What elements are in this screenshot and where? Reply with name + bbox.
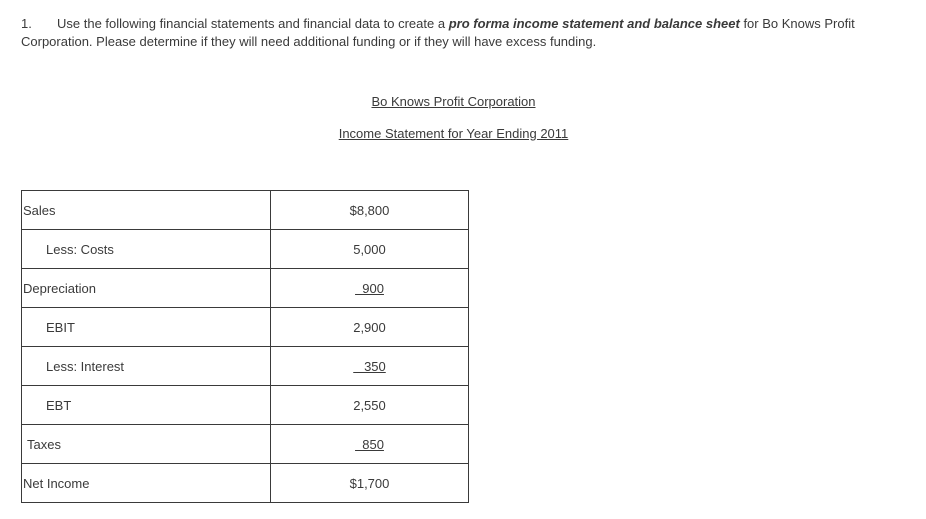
row-label-net-income: Net Income [22, 464, 271, 503]
row-label-interest: Less: Interest [22, 347, 271, 386]
table-row [22, 191, 469, 230]
question-text [21, 15, 901, 51]
table-row [22, 269, 469, 308]
table-row [22, 347, 469, 386]
table-row [22, 425, 469, 464]
table-row [22, 308, 469, 347]
row-value-costs: 5,000 [271, 230, 469, 269]
row-label-ebt: EBT [22, 386, 271, 425]
table-row [22, 464, 469, 503]
question-text-after: for Bo Knows Profit Corporation. Please determine if they will need additional funding or if they will have excess funding. [21, 16, 855, 49]
row-value-ebit: 2,900 [271, 308, 469, 347]
row-value-sales: $8,800 [271, 191, 469, 230]
question-emphasis: pro forma income statement and balance sheet [448, 16, 740, 31]
row-value-interest: 350 [353, 358, 386, 374]
row-label-sales: Sales [22, 191, 271, 230]
row-value-taxes: 850 [355, 436, 384, 452]
table-row [22, 386, 469, 425]
row-label-costs: Less: Costs [22, 230, 271, 269]
row-label-depreciation: Depreciation [22, 269, 271, 308]
question-number: 1. [21, 16, 32, 31]
statement-title: Income Statement for Year Ending 2011 [338, 126, 569, 141]
row-value-net-income: $1,700 [271, 464, 469, 503]
income-statement-table [21, 190, 469, 503]
row-label-ebit: EBIT [22, 308, 271, 347]
company-name: Bo Knows Profit Corporation [371, 94, 536, 109]
row-label-taxes: Taxes [22, 425, 271, 464]
table-row [22, 230, 469, 269]
row-value-depreciation: 900 [355, 280, 384, 296]
row-value-ebt: 2,550 [271, 386, 469, 425]
question-text-before: Use the following financial statements and financial data to create a [57, 16, 449, 31]
